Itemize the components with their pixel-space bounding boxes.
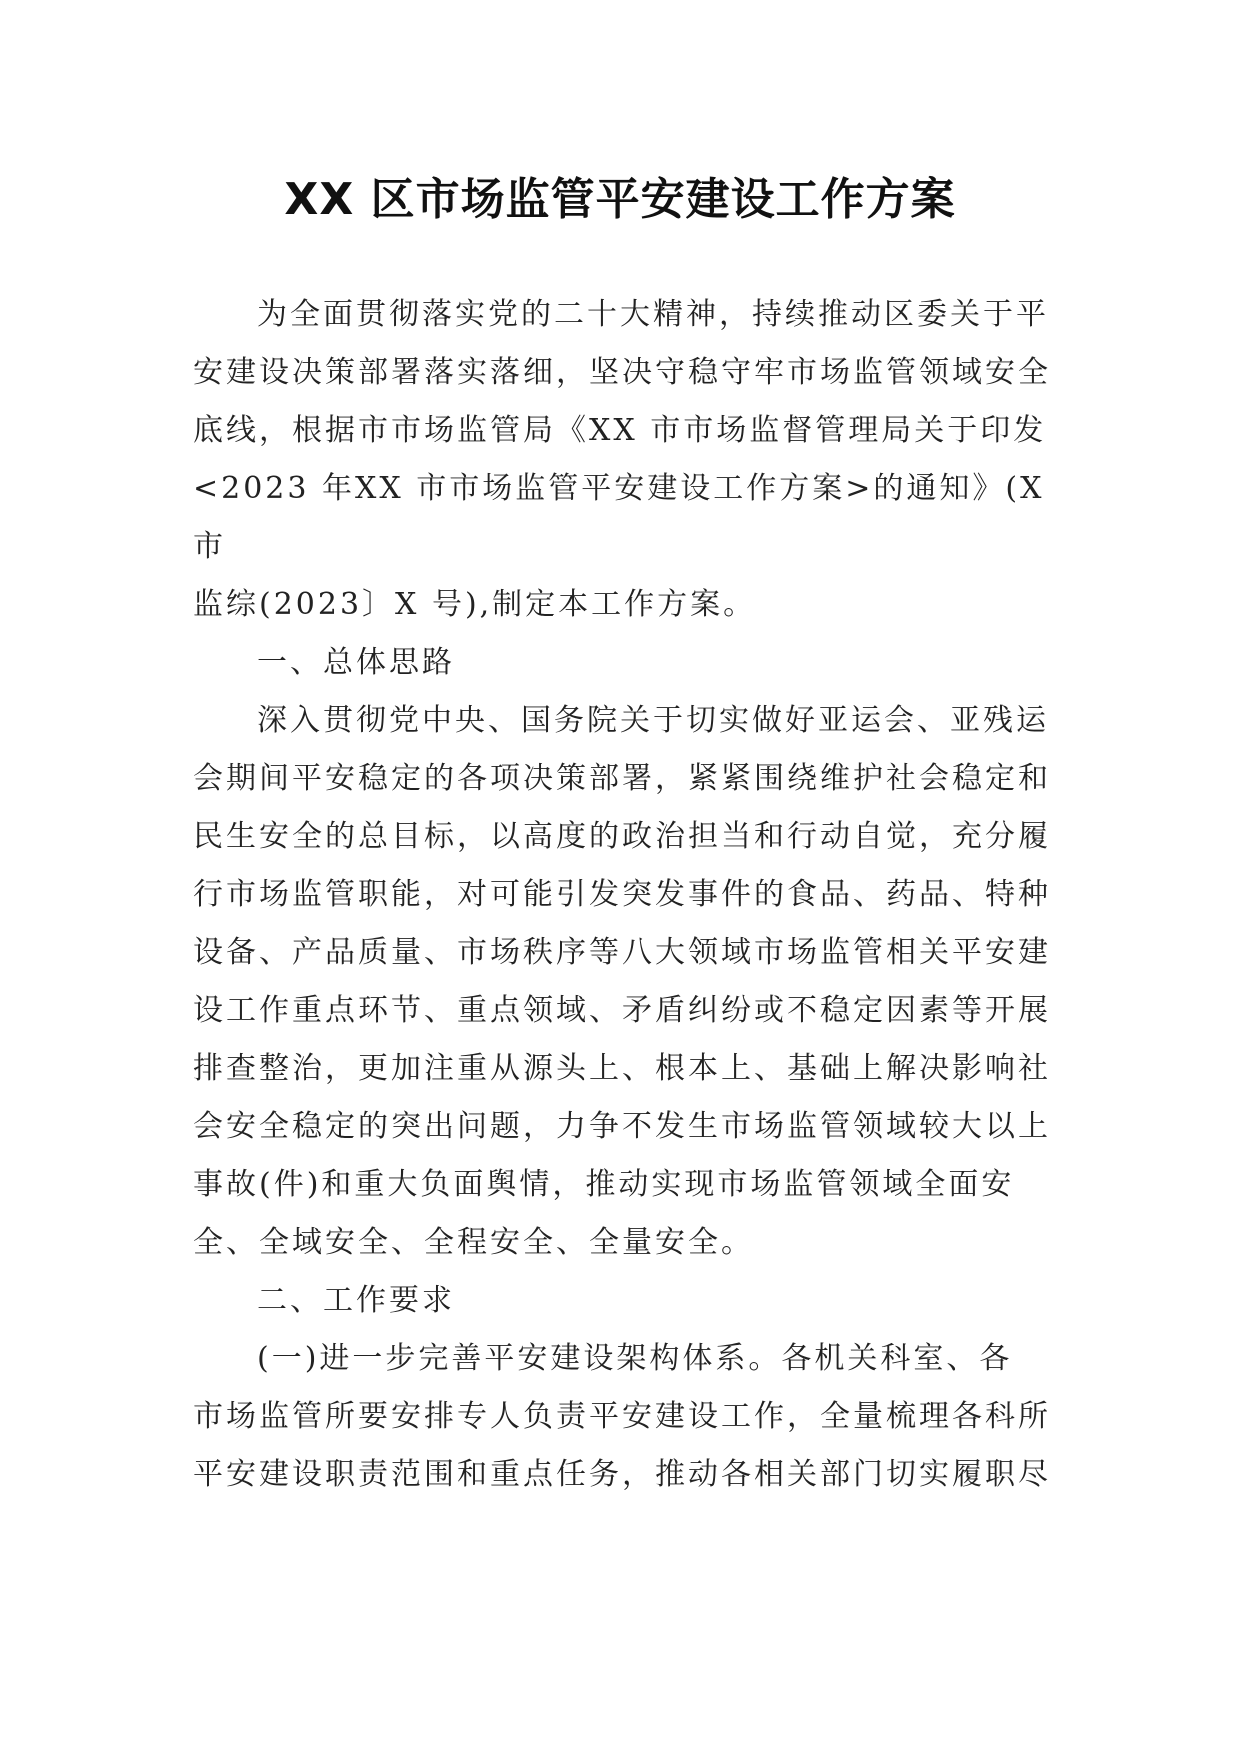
paragraph-line: 监综(2023〕X 号),制定本工作方案。 — [193, 587, 757, 622]
paragraph-line: 深入贯彻党中央、国务院关于切实做好亚运会、亚残运 — [257, 703, 1049, 738]
paragraph-line: 市场监管所要安排专人负责平安建设工作，全量梳理各科所 — [193, 1399, 1051, 1434]
paragraph-line: (一)进一步完善平安建设架构体系。各机关科室、各 — [257, 1341, 1013, 1376]
section-heading: 二、工作要求 — [257, 1283, 455, 1318]
paragraph-line: 底线，根据市市场监管局《XX 市市场监督管理局关于印发 — [193, 413, 1047, 448]
paragraph-line: 市 — [193, 529, 226, 564]
document-title: XX 区市场监管平安建设工作方案 — [284, 174, 956, 225]
paragraph-line: 为全面贯彻落实党的二十大精神，持续推动区委关于平 — [257, 297, 1049, 332]
document-body — [193, 286, 1053, 1504]
paragraph-line: 事故(件)和重大负面舆情，推动实现市场监管领域全面安 — [193, 1167, 1015, 1202]
paragraph-line: 会期间平安稳定的各项决策部署，紧紧围绕维护社会稳定和 — [193, 761, 1051, 796]
paragraph-line: 排查整治，更加注重从源头上、根本上、基础上解决影响社 — [193, 1051, 1051, 1086]
paragraph-line: 会安全稳定的突出问题，力争不发生市场监管领域较大以上 — [193, 1109, 1051, 1144]
paragraph-line: 行市场监管职能，对可能引发突发事件的食品、药品、特种 — [193, 877, 1051, 912]
paragraph-line: 安建设决策部署落实落细，坚决守稳守牢市场监管领域安全 — [193, 355, 1051, 390]
paragraph-line: 平安建设职责范围和重点任务，推动各相关部门切实履职尽 — [193, 1457, 1051, 1492]
paragraph-line: <2023 年XX 市市场监管平安建设工作方案>的通知》(X — [193, 471, 1045, 506]
paragraph-line: 设备、产品质量、市场秩序等八大领域市场监管相关平安建 — [193, 935, 1051, 970]
paragraph-line: 全、全域安全、全程安全、全量安全。 — [193, 1225, 754, 1260]
paragraph-line: 民生安全的总目标，以高度的政治担当和行动自觉，充分履 — [193, 819, 1051, 854]
paragraph-line: 设工作重点环节、重点领域、矛盾纠纷或不稳定因素等开展 — [193, 993, 1051, 1028]
section-heading: 一、总体思路 — [257, 645, 455, 680]
